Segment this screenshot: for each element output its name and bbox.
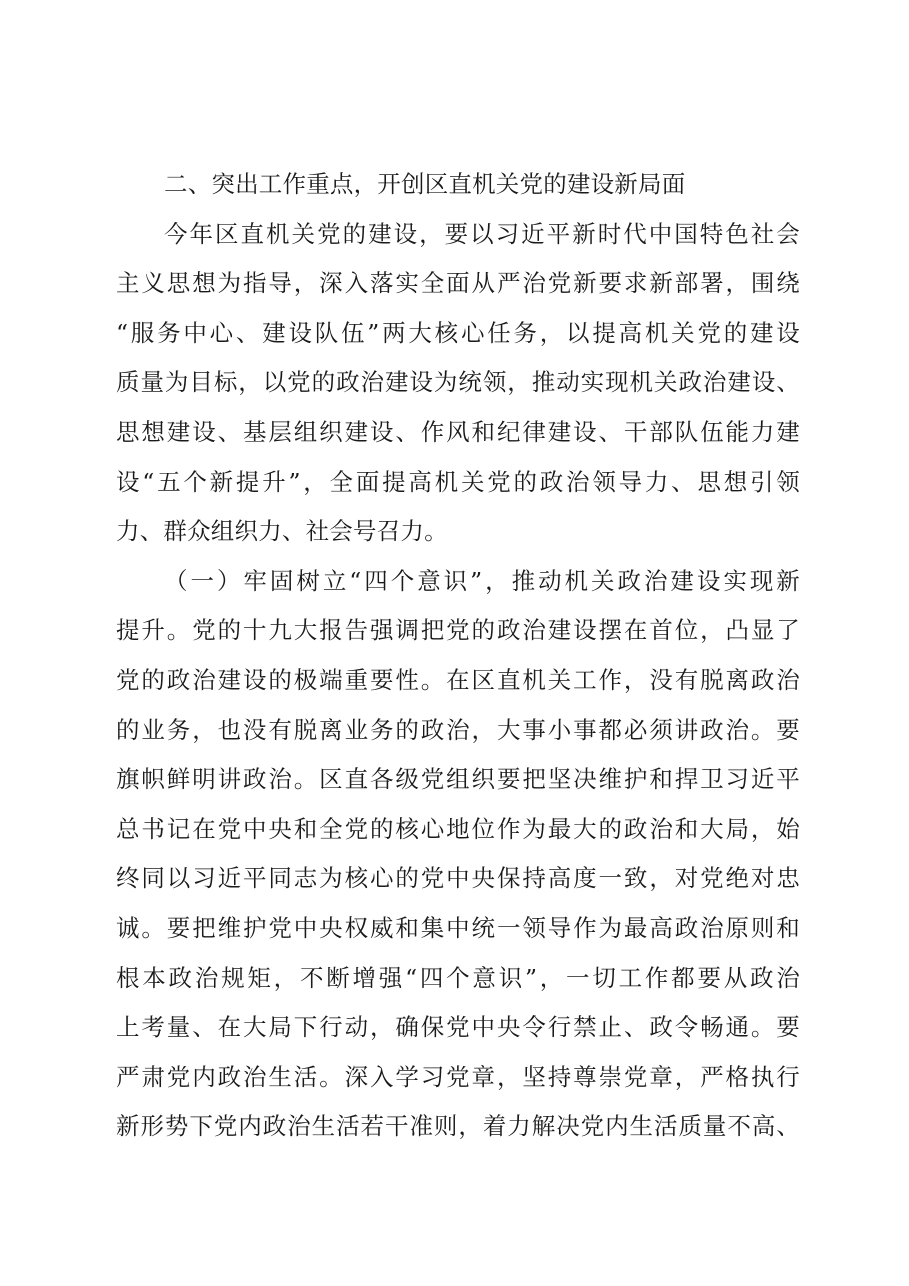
paragraph-line: 的业务，也没有脱离业务的政治，大事小事都必须讲政治。要 xyxy=(116,715,800,744)
paragraph-line: 力、群众组织力、社会号召力。 xyxy=(116,517,448,546)
paragraph-line: 设“五个新提升”，全面提高机关党的政治领导力、思想引领 xyxy=(116,467,800,496)
paragraph-line: “服务中心、建设队伍”两大核心任务，以提高机关党的建设 xyxy=(116,318,800,347)
paragraph-line: 总书记在党中央和全党的核心地位作为最大的政治和大局，始 xyxy=(116,814,800,843)
section-heading: 二、突出工作重点，开创区直机关党的建设新局面 xyxy=(164,170,686,198)
paragraph-line: 思想建设、基层组织建设、作风和纪律建设、干部队伍能力建 xyxy=(116,417,800,446)
paragraph-line: 质量为目标，以党的政治建设为统领，推动实现机关政治建设、 xyxy=(116,368,800,397)
paragraph-line: 上考量、在大局下行动，确保党中央令行禁止、政令畅通。要 xyxy=(116,1013,800,1042)
paragraph-2 xyxy=(116,557,800,1152)
paragraph-line: 党的政治建设的极端重要性。在区直机关工作，没有脱离政治 xyxy=(116,665,800,694)
paragraph-1 xyxy=(116,210,800,557)
document-body xyxy=(116,160,800,1152)
paragraph-line: 终同以习近平同志为核心的党中央保持高度一致，对党绝对忠 xyxy=(116,864,800,893)
paragraph-line: 诚。要把维护党中央权威和集中统一领导作为最高政治原则和 xyxy=(116,913,800,942)
paragraph-line: （一）牢固树立“四个意识”，推动机关政治建设实现新 xyxy=(164,566,800,595)
paragraph-line: 根本政治规矩，不断增强“四个意识”，一切工作都要从政治 xyxy=(116,963,800,992)
paragraph-line: 今年区直机关党的建设，要以习近平新时代中国特色社会 xyxy=(164,219,800,248)
paragraph-line: 旗帜鲜明讲政治。区直各级党组织要把坚决维护和捍卫习近平 xyxy=(116,765,800,794)
paragraph-line: 新形势下党内政治生活若干准则，着力解决党内生活质量不高、 xyxy=(116,1112,800,1141)
paragraph-line: 主义思想为指导，深入落实全面从严治党新要求新部署，围绕 xyxy=(116,269,800,298)
paragraph-line: 提升。党的十九大报告强调把党的政治建设摆在首位，凸显了 xyxy=(116,616,800,645)
paragraph-line: 严肃党内政治生活。深入学习党章，坚持尊崇党章，严格执行 xyxy=(116,1062,800,1091)
